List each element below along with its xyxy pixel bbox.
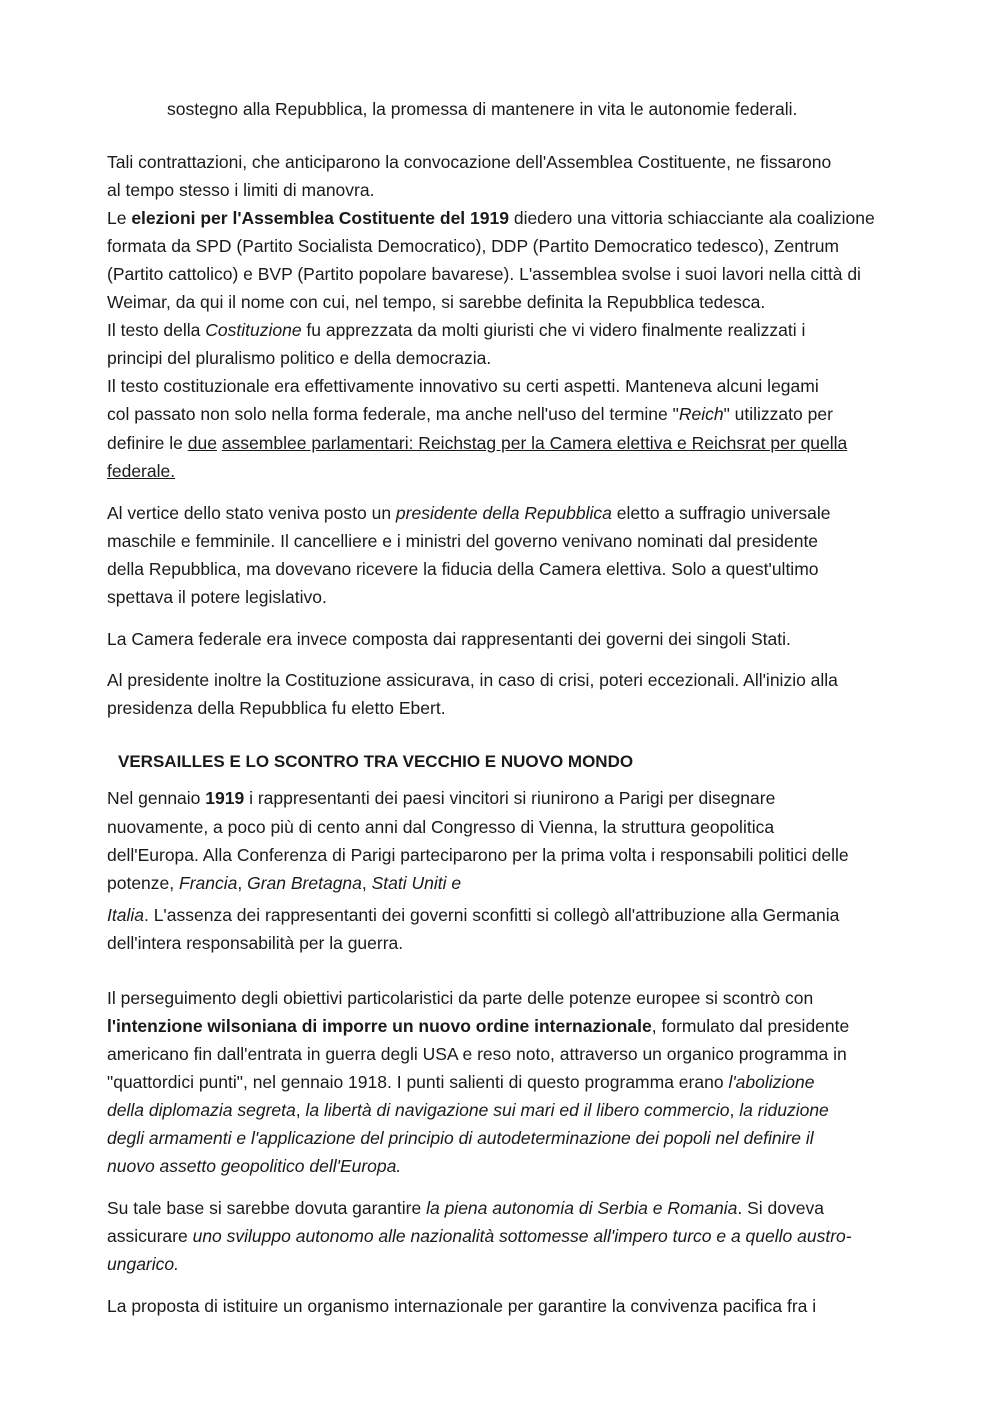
paragraph-line: della Repubblica, ma dovevano ricevere la fiducia della Camera elettiva. Solo a quest'ultimo [107, 559, 819, 579]
paragraph-line: dell'Europa. Alla Conferenza di Parigi parteciparono per la prima volta i responsabili politici delle [107, 845, 849, 865]
text-run: Il testo della [107, 320, 206, 340]
paragraph-line [107, 901, 839, 929]
paragraph-line [107, 784, 775, 812]
text-run: , formulato dal presidente [651, 1016, 850, 1036]
text-run: potenze, [107, 873, 179, 893]
underlined-text: federale. [107, 461, 176, 481]
text-run: diedero una vittoria schiacciante ala coalizione [508, 208, 875, 228]
text-run: . Si doveva [737, 1198, 824, 1218]
text-run: fu apprezzata da molti giuristi che vi videro finalmente realizzati i [301, 320, 806, 340]
paragraph-line: La Camera federale era invece composta dai rappresentanti dei governi dei singoli Stati. [107, 629, 791, 649]
paragraph-line: La proposta di istituire un organismo internazionale per garantire la convivenza pacifica fra i [107, 1296, 817, 1316]
paragraph-line: Il testo costituzionale era effettivamente innovativo su certi aspetti. Manteneva alcuni legami [107, 376, 819, 396]
text-run: Su tale base si sarebbe dovuta garantire [107, 1198, 427, 1218]
paragraph-line [107, 1250, 179, 1278]
italic-text: la libertà di navigazione sui mari ed il libero commercio [305, 1100, 730, 1120]
italic-text: degli armamenti e l'applicazione del principio di autodeterminazione dei popoli nel definire il [107, 1128, 814, 1148]
text-run: eletto a suffragio universale [611, 503, 831, 523]
text-run: , [729, 1100, 740, 1120]
paragraph-line: formata da SPD (Partito Socialista Democratico), DDP (Partito Democratico tedesco), Zentrum [107, 236, 840, 256]
paragraph-line: (Partito cattolico) e BVP (Partito popolare bavarese). L'assemblea svolse i suoi lavori nella città di [107, 264, 861, 284]
paragraph-line [107, 499, 830, 527]
italic-text: la riduzione [739, 1100, 829, 1120]
text-run: , [361, 873, 372, 893]
paragraph-line: Al presidente inoltre la Costituzione assicurava, in caso di crisi, poteri eccezionali. All'inizio alla [107, 670, 838, 690]
underlined-text: assemblee parlamentari: Reichstag per la Camera elettiva e Reichsrat per quella [221, 433, 848, 453]
bold-text: elezioni per l'Assemblea Costituente del 1919 [131, 208, 509, 228]
italic-text: Stati Uniti e [371, 873, 462, 893]
paragraph-line: maschile e femminile. Il cancelliere e i ministri del governo venivano nominati dal presidente [107, 531, 819, 551]
paragraph-line: principi del pluralismo politico e della democrazia. [107, 348, 492, 368]
text-run: Nel gennaio [107, 788, 206, 808]
text-run: . L'assenza dei rappresentanti dei governi sconfitti si collegò all'attribuzione alla Germania [143, 905, 840, 925]
paragraph-line [107, 1194, 824, 1222]
text-run: , [237, 873, 248, 893]
paragraph-line [107, 204, 875, 232]
paragraph-line [107, 1222, 852, 1250]
italic-text: Gran Bretagna [247, 873, 362, 893]
paragraph-line: dell'intera responsabilità per la guerra. [107, 933, 404, 953]
italic-text: l'abolizione [728, 1072, 815, 1092]
paragraph-line: sostegno alla Repubblica, la promessa di mantenere in vita le autonomie federali. [167, 99, 798, 119]
italic-text: Costituzione [205, 320, 302, 340]
underlined-text: due [187, 433, 217, 453]
paragraph-line: spettava il potere legislativo. [107, 587, 327, 607]
paragraph-line: americano fin dall'entrata in guerra degli USA e reso noto, attraverso un organico programma in [107, 1044, 847, 1064]
paragraph-line: Weimar, da qui il nome con cui, nel tempo, si sarebbe definita la Repubblica tedesca. [107, 292, 766, 312]
italic-text: la piena autonomia di Serbia e Romania [426, 1198, 738, 1218]
italic-text: Francia [179, 873, 238, 893]
paragraph-line [107, 316, 805, 344]
paragraph-line [107, 1096, 829, 1124]
bold-text: l'intenzione wilsoniana di imporre un nuovo ordine internazionale [107, 1016, 652, 1036]
paragraph-line [107, 400, 833, 428]
paragraph-line [107, 429, 847, 457]
italic-text: uno sviluppo autonomo alle nazionalità sottomesse all'impero turco e a quello austro- [192, 1226, 852, 1246]
italic-text: presidente della Repubblica [395, 503, 612, 523]
text-run: "quattordici punti", nel gennaio 1918. I punti salienti di questo programma erano [107, 1072, 729, 1092]
paragraph-line: Il perseguimento degli obiettivi particolaristici da parte delle potenze europee si scontrò con [107, 988, 814, 1008]
paragraph-line: Tali contrattazioni, che anticiparono la convocazione dell'Assemblea Costituente, ne fissarono [107, 152, 832, 172]
text-run: Al vertice dello stato veniva posto un [107, 503, 396, 523]
italic-text: nuovo assetto geopolitico dell'Europa. [107, 1156, 402, 1176]
paragraph-line [107, 1012, 849, 1040]
text-run: " utilizzato per [723, 404, 833, 424]
paragraph-line [107, 1124, 814, 1152]
section-heading: VERSAILLES E LO SCONTRO TRA VECCHIO E NUOVO MONDO [118, 752, 634, 771]
paragraph-line: nuovamente, a poco più di cento anni dal Congresso di Vienna, la struttura geopolitica [107, 817, 775, 837]
paragraph-line: al tempo stesso i limiti di manovra. [107, 180, 375, 200]
text-run: i rappresentanti dei paesi vincitori si riunirono a Parigi per disegnare [244, 788, 776, 808]
paragraph-line [107, 869, 461, 897]
italic-text: Italia [107, 905, 144, 925]
italic-text: della diplomazia segreta [107, 1100, 296, 1120]
text-run: assicurare [107, 1226, 193, 1246]
text-run: , [295, 1100, 306, 1120]
bold-text: 1919 [205, 788, 245, 808]
text-run: Le [107, 208, 132, 228]
paragraph-line [107, 1152, 401, 1180]
paragraph-line: presidenza della Repubblica fu eletto Ebert. [107, 698, 446, 718]
paragraph-line [107, 457, 175, 485]
text-run: col passato non solo nella forma federale, ma anche nell'uso del termine " [107, 404, 679, 424]
italic-text: ungarico. [107, 1254, 179, 1274]
paragraph-line [107, 1068, 814, 1096]
italic-text: Reich [678, 404, 724, 424]
text-run: definire le [107, 433, 188, 453]
